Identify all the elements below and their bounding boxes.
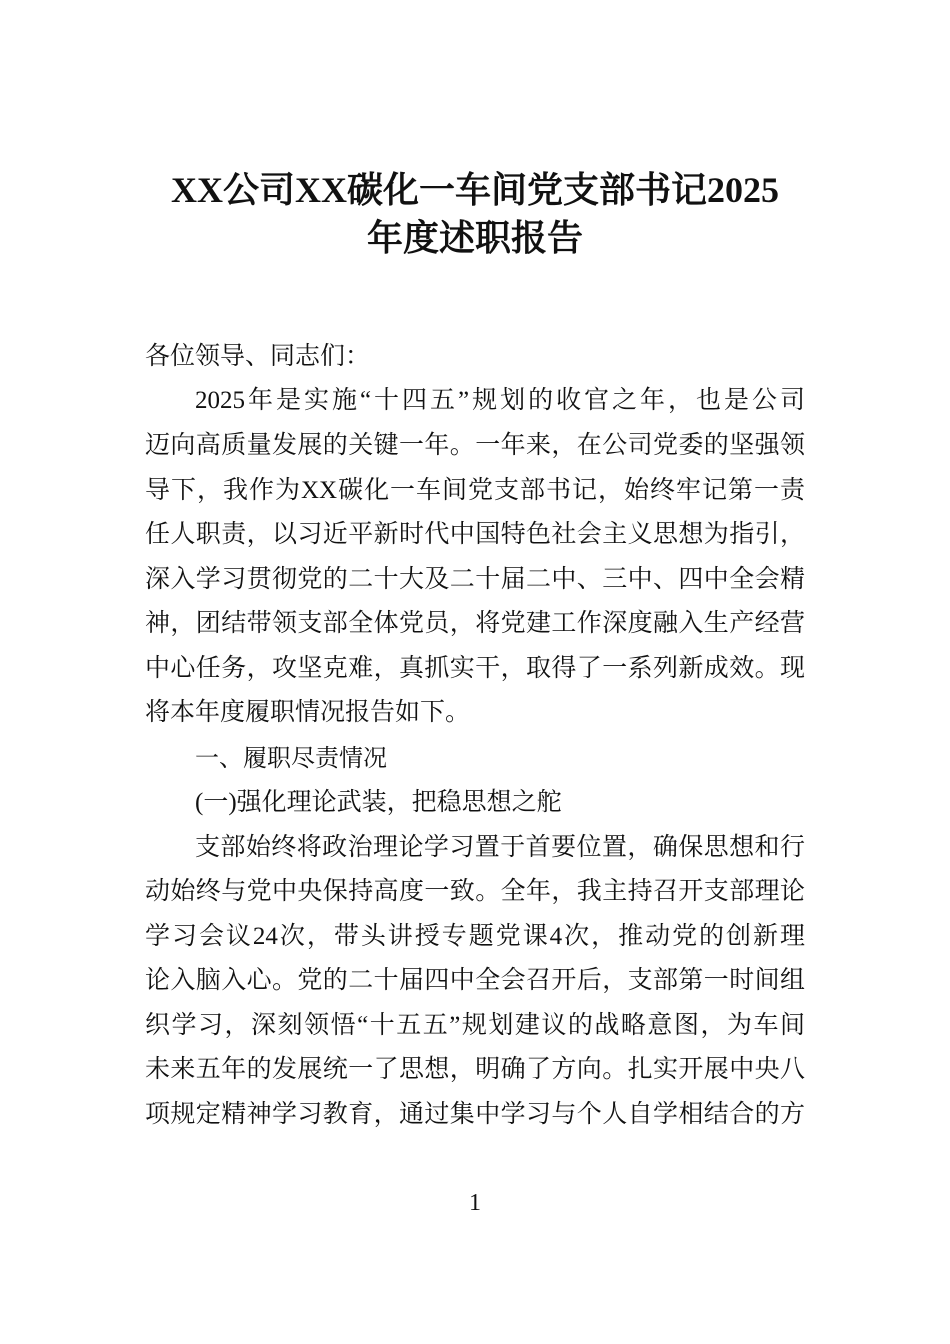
- body-line: 将本年度履职情况报告如下。: [145, 699, 471, 726]
- body-line: 项规定精神学习教育，通过集中学习与个人自学相结合的方: [145, 1101, 805, 1128]
- section-heading: 一、履职尽责情况: [195, 744, 387, 772]
- salutation: 各位领导、同志们：: [145, 343, 371, 370]
- body-line: 任人职责，以习近平新时代中国特色社会主义思想为指引，: [145, 521, 805, 548]
- body-line: 中心任务，攻坚克难，真抓实干，取得了一系列新成效。现: [145, 655, 805, 682]
- body-line: 2025年是实施“十四五”规划的收官之年，也是公司: [195, 387, 805, 414]
- body-line: 动始终与党中央保持高度一致。全年，我主持召开支部理论: [145, 878, 805, 905]
- body-line: 迈向高质量发展的关键一年。一年来，在公司党委的坚强领: [145, 432, 805, 459]
- body-line: 未来五年的发展统一了思想，明确了方向。扎实开展中央八: [145, 1056, 805, 1083]
- body-line: 织学习，深刻领悟“十五五”规划建议的战略意图，为车间: [145, 1012, 805, 1039]
- subsection-heading: (一)强化理论武装，把稳思想之舵: [195, 789, 562, 816]
- body-line: 支部始终将政治理论学习置于首要位置，确保思想和行: [195, 834, 805, 861]
- body-line: 深入学习贯彻党的二十大及二十届二中、三中、四中全会精: [145, 566, 805, 593]
- document-title-line-2: 年度述职报告: [366, 218, 583, 258]
- body-line: 导下，我作为XX碳化一车间党支部书记，始终牢记第一责: [145, 477, 805, 504]
- body-line: 神，团结带领支部全体党员，将党建工作深度融入生产经营: [145, 610, 805, 637]
- body-line: 学习会议24次，带头讲授专题党课4次，推动党的创新理: [145, 923, 805, 950]
- body-line: 论入脑入心。党的二十届四中全会召开后，支部第一时间组: [145, 967, 805, 994]
- page-number: 1: [469, 1190, 481, 1216]
- document-title-line-1: XX公司XX碳化一车间党支部书记2025: [171, 170, 779, 210]
